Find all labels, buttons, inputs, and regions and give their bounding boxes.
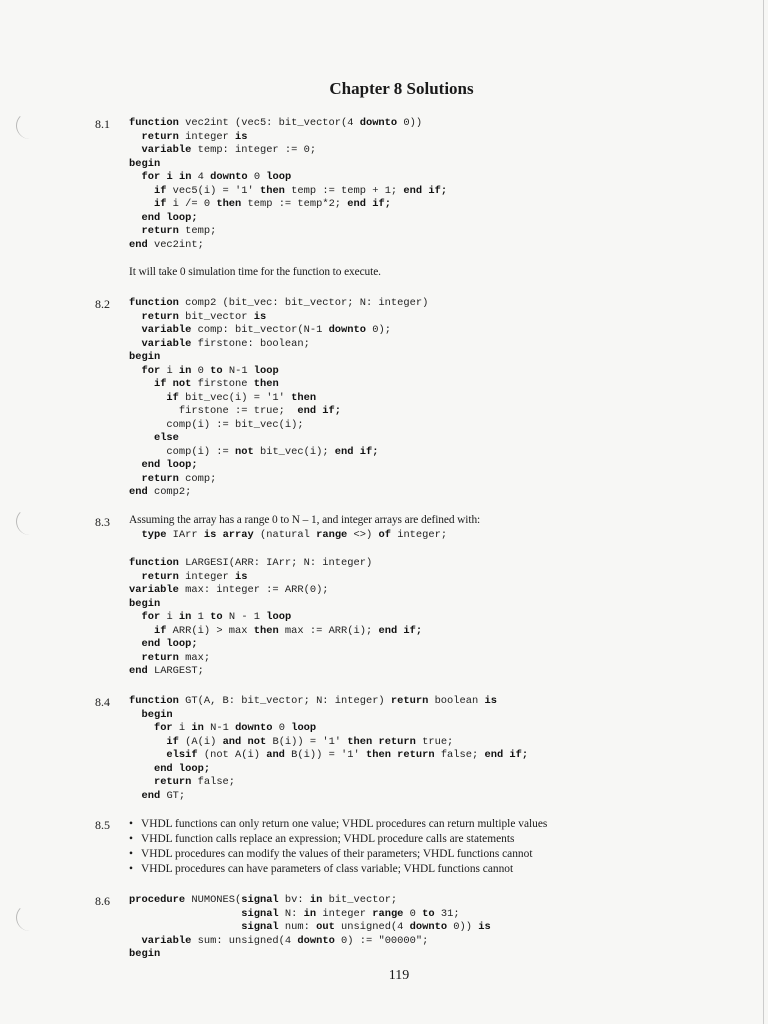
code-line: begin	[129, 948, 161, 960]
code-line: begin	[129, 597, 161, 610]
list-item: • VHDL function calls replace an expression; VHDL procedure calls are statements	[129, 832, 547, 847]
code-block	[129, 297, 428, 500]
code-line: comp(i) := not bit_vec(i); end if;	[129, 445, 379, 458]
list-item: • VHDL functions can only return one value; VHDL procedures can return multiple values	[129, 817, 547, 832]
code-line: if i /= 0 then temp := temp*2; end if;	[153, 198, 391, 210]
code-line: return false;	[153, 776, 236, 788]
code-line: end LARGEST;	[129, 665, 204, 677]
solution-note: It will take 0 simulation time for the function to execute.	[129, 266, 381, 278]
code-line: type IArr is array (natural range <>) of integer;	[141, 529, 448, 541]
code-line: begin	[129, 157, 161, 170]
code-line: firstone := true; end if;	[129, 405, 342, 417]
punch-hole-mark	[16, 112, 31, 139]
code-line: end vec2int;	[129, 238, 204, 251]
problem-number: 8.1	[95, 117, 110, 131]
problem-number: 8.4	[95, 695, 110, 709]
code-line: if not firstone then	[153, 378, 279, 390]
code-line: variable sum: unsigned(4 downto 0) := "00000";	[141, 934, 429, 947]
list-item: • VHDL procedures can modify the values of their parameters; VHDL functions cannot	[129, 847, 547, 862]
code-line: else	[153, 432, 179, 444]
code-line: begin	[141, 708, 173, 721]
page-title: Chapter 8 Solutions	[329, 79, 474, 98]
code-line: comp(i) := bit_vec(i);	[129, 418, 304, 431]
punch-hole-mark	[16, 904, 31, 931]
code-line: end comp2;	[129, 486, 192, 498]
code-line: return max;	[141, 651, 211, 664]
code-line: end loop;	[141, 459, 198, 471]
problem-number: 8.3	[95, 515, 110, 529]
code-line: for i in 1 to N - 1 loop	[141, 611, 292, 623]
code-line: if bit_vec(i) = '1' then	[166, 391, 317, 404]
code-line: return bit_vector is	[141, 310, 267, 323]
code-line: end loop;	[141, 211, 198, 224]
bullet-list	[129, 817, 547, 877]
code-line: procedure NUMONES(signal bv: in bit_vector;	[129, 894, 398, 906]
code-line: function comp2 (bit_vec: bit_vector; N: integer)	[129, 297, 429, 309]
code-block	[129, 695, 528, 803]
problem-intro: Assuming the array has a range 0 to N – 1, and integer arrays are defined with:	[129, 514, 481, 526]
code-line: return comp;	[141, 472, 217, 485]
code-line: return integer is	[141, 130, 248, 143]
code-line: function LARGESI(ARR: IArr; N: integer)	[129, 557, 373, 569]
code-block	[129, 529, 447, 543]
code-line: variable max: integer := ARR(0);	[129, 584, 329, 596]
code-line: end loop;	[153, 762, 211, 775]
code-line: return integer is	[141, 570, 248, 583]
code-line: end loop;	[141, 638, 198, 650]
code-line: function vec2int (vec5: bit_vector(4 downto 0))	[129, 117, 423, 129]
code-line: return temp;	[141, 225, 217, 237]
code-line: for i in 4 downto 0 loop	[141, 171, 292, 183]
code-line: elsif (not A(i) and B(i)) = '1' then return false; end if;	[166, 749, 529, 761]
code-block	[129, 894, 491, 962]
code-line: variable comp: bit_vector(N-1 downto 0);	[141, 324, 391, 336]
code-line: signal N: in integer range 0 to 31;	[241, 907, 460, 920]
code-line: begin	[129, 351, 161, 363]
punch-hole-mark	[16, 508, 31, 535]
problem-number: 8.5	[95, 818, 110, 832]
scan-edge-line	[763, 0, 764, 1024]
code-line: function GT(A, B: bit_vector; N: integer) return boolean is	[129, 695, 497, 707]
code-line: if ARR(i) > max then max := ARR(i); end if;	[153, 624, 423, 637]
problem-number: 8.2	[95, 297, 110, 311]
code-line: signal num: out unsigned(4 downto 0)) is	[241, 921, 491, 933]
problem-number: 8.6	[95, 894, 110, 908]
code-line: variable firstone: boolean;	[141, 337, 310, 350]
code-block	[129, 117, 447, 252]
list-item: • VHDL procedures can have parameters of class variable; VHDL functions cannot	[129, 862, 547, 877]
code-line: if (A(i) and not B(i)) = '1' then return true;	[166, 735, 454, 748]
code-line: for i in 0 to N-1 loop	[141, 364, 279, 377]
code-line: if vec5(i) = '1' then temp := temp + 1; end if;	[153, 184, 448, 197]
code-block	[129, 557, 422, 679]
code-line: end GT;	[141, 789, 186, 802]
page-number: 119	[388, 968, 410, 983]
code-line: for i in N-1 downto 0 loop	[153, 722, 317, 734]
code-line: variable temp: integer := 0;	[141, 144, 317, 156]
